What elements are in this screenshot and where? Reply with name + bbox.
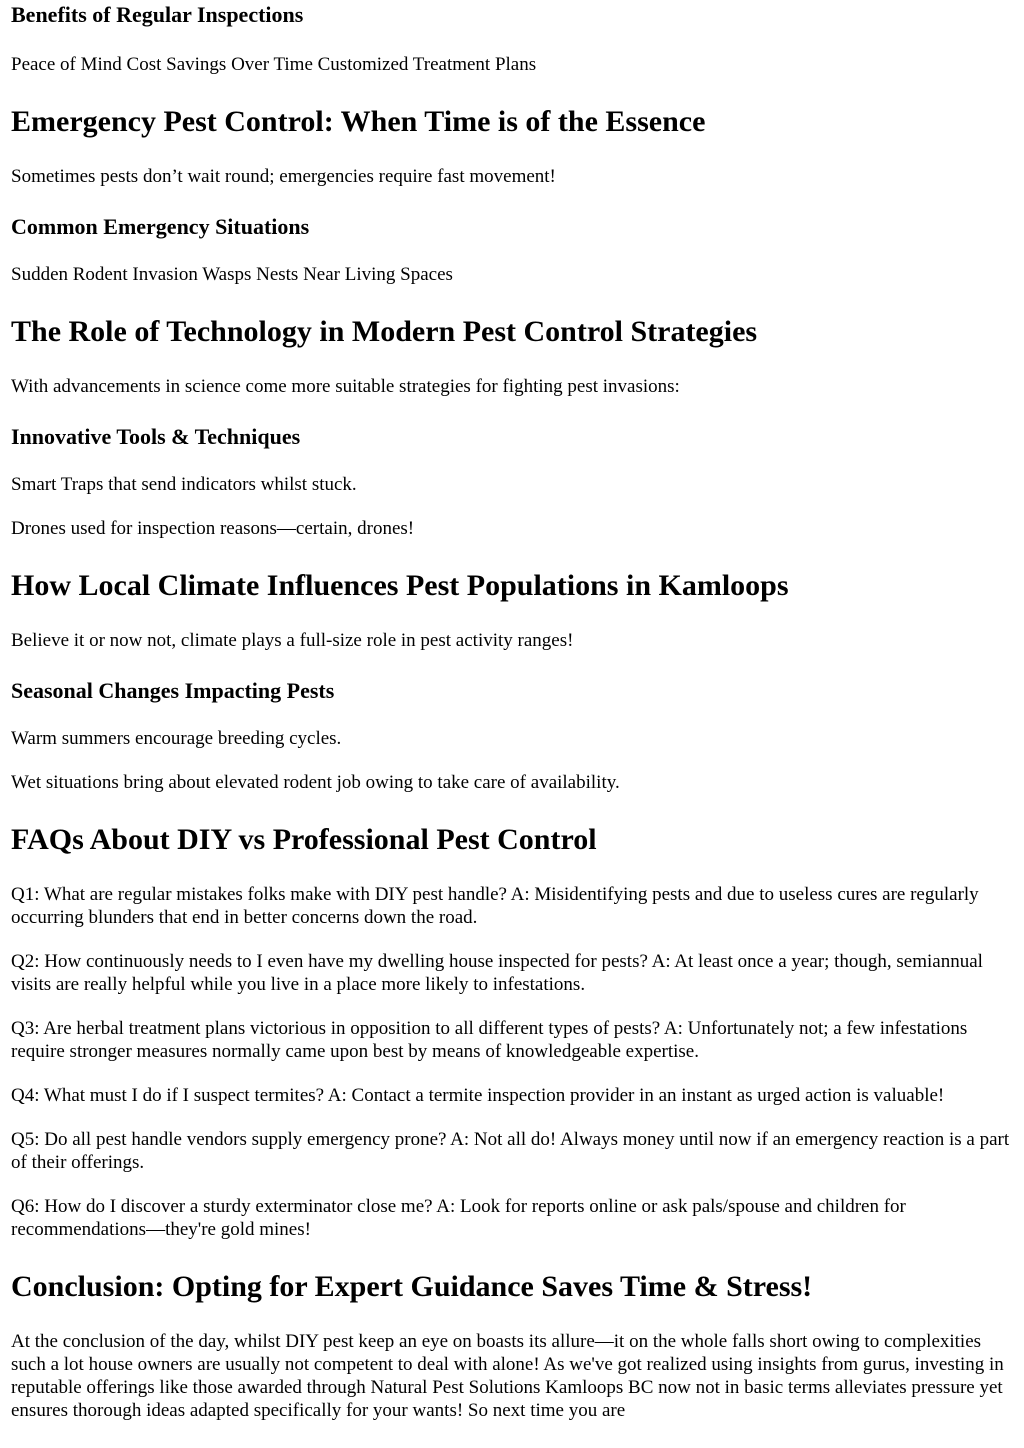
faq-item: Q3: Are herbal treatment plans victorious in opposition to all different types of pests? A: Unfortunately not; a few infestations require stronger measures normally came upon best by means of knowledgeable expertise. xyxy=(11,1018,968,1062)
conclusion-text: At the conclusion of the day, whilst DIY pest keep an eye on boasts its allure—it on the whole falls short owing to complexities such a lot house owners are usually not competent to deal with alone! As we've got realized using insights from gurus, investing in reputable offerings like those awarded through Natural Pest Solutions Kamloops BC now not in basic terms alleviates pressure yet ensures thorough ideas adapted specifically for your wants! So next time you are xyxy=(11,1331,1004,1421)
faq-item: Q1: What are regular mistakes folks make with DIY pest handle? A: Misidentifying pests and due to useless cures are regularly occurring blunders that end in better concerns down the road. xyxy=(11,884,979,928)
climate-subheading: Seasonal Changes Impacting Pests xyxy=(11,678,335,703)
faq-item: Q2: How continuously needs to I even have my dwelling house inspected for pests? A: At least once a year; though, semiannual visits are really helpful while you live in a place more likely to infestations. xyxy=(11,951,983,995)
faq-item: Q6: How do I discover a sturdy exterminator close me? A: Look for reports online or ask pals/spouse and children for recommendations—they're gold mines! xyxy=(11,1196,906,1240)
climate-intro: Believe it or now not, climate plays a full-size role in pest activity ranges! xyxy=(11,630,574,651)
inspections-text: Peace of Mind Cost Savings Over Time Customized Treatment Plans xyxy=(11,54,537,75)
technology-item: Smart Traps that send indicators whilst stuck. xyxy=(11,474,357,495)
faq-item: Q4: What must I do if I suspect termites? A: Contact a termite inspection provider in an instant as urged action is valuable! xyxy=(11,1085,945,1106)
climate-item: Warm summers encourage breeding cycles. xyxy=(11,728,342,749)
emergency-heading: Emergency Pest Control: When Time is of the Essence xyxy=(11,105,706,138)
faq-item: Q5: Do all pest handle vendors supply emergency prone? A: Not all do! Always money until now if an emergency reaction is a part of their offerings. xyxy=(11,1129,1010,1173)
conclusion-heading: Conclusion: Opting for Expert Guidance Saves Time & Stress! xyxy=(11,1270,813,1303)
article xyxy=(0,2,1024,1422)
climate-item: Wet situations bring about elevated rodent job owing to take care of availability. xyxy=(11,772,620,793)
climate-heading: How Local Climate Influences Pest Populations in Kamloops xyxy=(11,569,789,602)
technology-item: Drones used for inspection reasons—certain, drones! xyxy=(11,518,415,539)
technology-heading: The Role of Technology in Modern Pest Control Strategies xyxy=(11,315,758,348)
faqs-heading: FAQs About DIY vs Professional Pest Control xyxy=(11,823,597,856)
emergency-text: Sudden Rodent Invasion Wasps Nests Near Living Spaces xyxy=(11,264,453,285)
technology-subheading: Innovative Tools & Techniques xyxy=(11,424,301,449)
emergency-intro: Sometimes pests don’t wait round; emergencies require fast movement! xyxy=(11,166,556,187)
emergency-subheading: Common Emergency Situations xyxy=(11,214,310,239)
inspections-heading: Benefits of Regular Inspections xyxy=(11,2,304,27)
technology-intro: With advancements in science come more suitable strategies for fighting pest invasions: xyxy=(11,376,680,397)
